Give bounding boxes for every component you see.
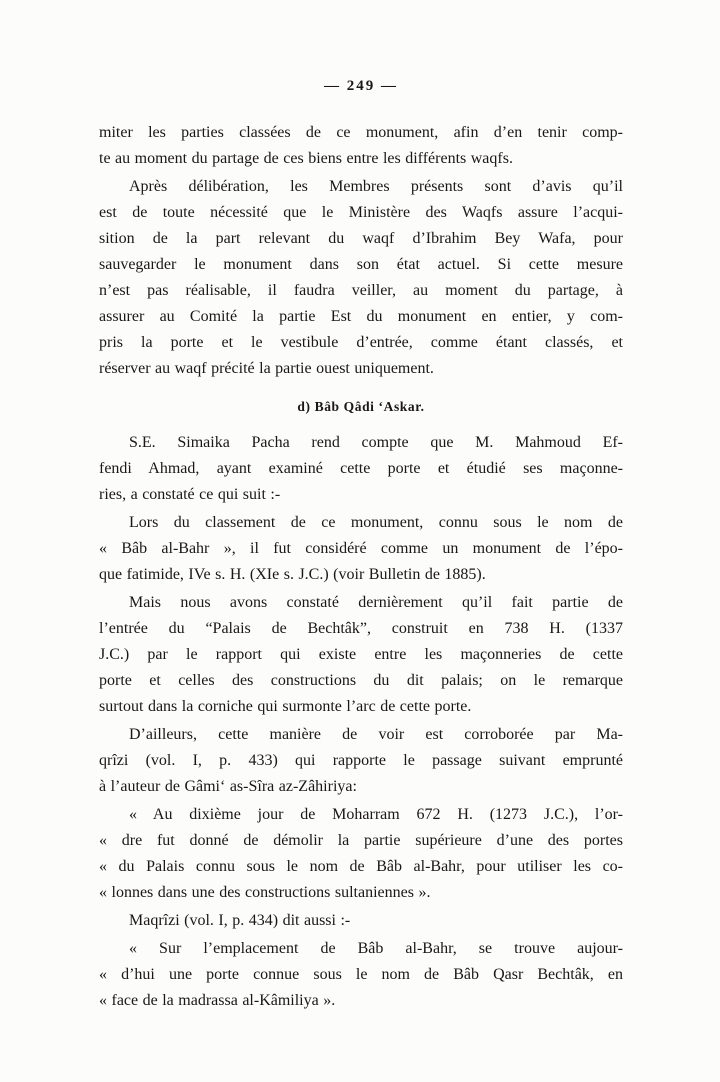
text-line: « d’hui une porte connue sous le nom de Bâb Qasr Bechtâk, en bbox=[99, 966, 623, 983]
page-body bbox=[99, 120, 623, 1014]
paragraph bbox=[99, 722, 623, 800]
text-line: sition de la part relevant du waqf d’Ibrahim Bey Wafa, pour bbox=[99, 230, 623, 247]
text-line: pris la porte et le vestibule d’entrée, comme étant classés, et bbox=[99, 334, 623, 351]
text-line: « dre fut donné de démolir la partie supérieure d’une des portes bbox=[99, 832, 623, 849]
quote-paragraph bbox=[99, 936, 623, 1014]
text-line: à l’auteur de Gâmi‘ as-Sîra az-Zâhiriya: bbox=[99, 778, 357, 795]
text-line: S.E. Simaika Pacha rend compte que M. Mahmoud Ef- bbox=[129, 434, 623, 451]
text-line: Mais nous avons constaté dernièrement qu’il fait partie de bbox=[129, 594, 623, 611]
text-line: réserver au waqf précité la partie ouest uniquement. bbox=[99, 360, 434, 377]
quote-paragraph bbox=[99, 802, 623, 906]
paragraph bbox=[99, 430, 623, 508]
paragraph bbox=[99, 590, 623, 720]
text-line: « lonnes dans une des constructions sultaniennes ». bbox=[99, 884, 431, 901]
text-line: l’entrée du “Palais de Bechtâk”, construit en 738 H. (1337 bbox=[99, 620, 623, 637]
text-line: surtout dans la corniche qui surmonte l’arc de cette porte. bbox=[99, 698, 472, 715]
text-line: « Au dixième jour de Moharram 672 H. (1273 J.C.), l’or- bbox=[129, 806, 623, 823]
text-line: ries, a constaté ce qui suit :- bbox=[99, 486, 281, 503]
section-heading: d) Bâb Qâdi ‘Askar. bbox=[297, 399, 425, 414]
text-line: miter les parties classées de ce monument, afin d’en tenir comp- bbox=[99, 124, 623, 141]
text-line: Après délibération, les Membres présents sont d’avis qu’il bbox=[129, 178, 623, 195]
text-line: est de toute nécessité que le Ministère des Waqfs assure l’acqui- bbox=[99, 204, 623, 221]
text-line: te au moment du partage de ces biens entre les différents waqfs. bbox=[99, 150, 513, 167]
paragraph bbox=[99, 174, 623, 382]
page-number: — 249 — bbox=[324, 78, 398, 94]
text-line: porte et celles des constructions du dit palais; on le remarque bbox=[99, 672, 623, 689]
text-line: qrîzi (vol. I, p. 433) qui rapporte le passage suivant emprunté bbox=[99, 752, 623, 769]
text-line: n’est pas réalisable, il faudra veiller, au moment du partage, à bbox=[99, 282, 623, 299]
text-line: assurer au Comité la partie Est du monument en entier, y com- bbox=[99, 308, 623, 325]
text-line: D’ailleurs, cette manière de voir est corroborée par Ma- bbox=[129, 726, 623, 743]
text-line: que fatimide, IVe s. H. (XIe s. J.C.) (voir Bulletin de 1885). bbox=[99, 566, 486, 583]
text-line: J.C.) par le rapport qui existe entre les maçonneries de cette bbox=[99, 646, 623, 663]
text-line: « Bâb al-Bahr », il fut considéré comme un monument de l’épo- bbox=[99, 540, 623, 557]
paragraph bbox=[99, 120, 623, 172]
text-line: « du Palais connu sous le nom de Bâb al-Bahr, pour utiliser les co- bbox=[99, 858, 623, 875]
paragraph bbox=[99, 908, 623, 934]
text-line: « Sur l’emplacement de Bâb al-Bahr, se trouve aujour- bbox=[129, 940, 623, 957]
text-line: sauvegarder le monument dans son état actuel. Si cette mesure bbox=[99, 256, 623, 273]
text-line: fendi Ahmad, ayant examiné cette porte et étudié ses maçonne- bbox=[99, 460, 623, 477]
text-line: Maqrîzi (vol. I, p. 434) dit aussi :- bbox=[129, 912, 351, 929]
paragraph bbox=[99, 510, 623, 588]
text-line: Lors du classement de ce monument, connu sous le nom de bbox=[129, 514, 623, 531]
text-line: « face de la madrassa al-Kâmiliya ». bbox=[99, 992, 336, 1009]
